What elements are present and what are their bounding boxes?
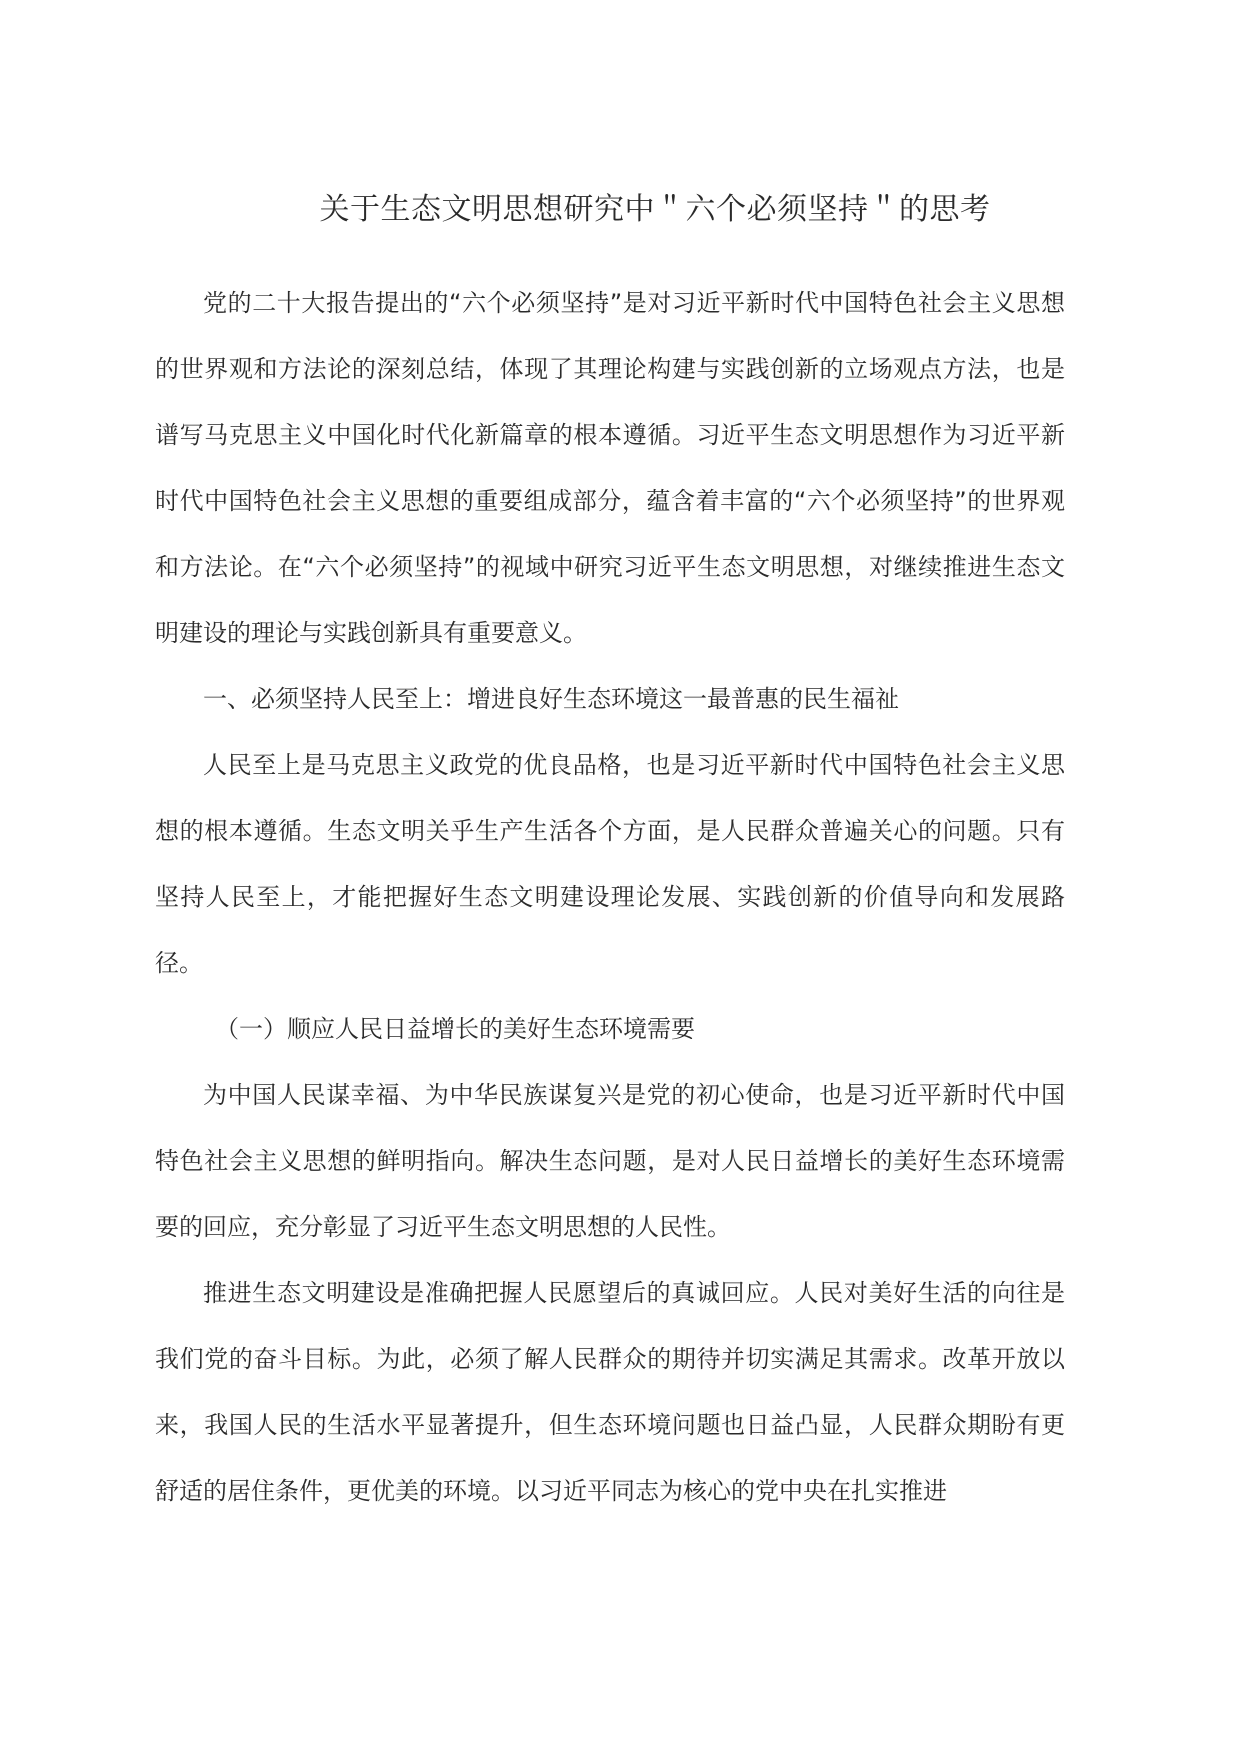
paragraph-section-1: 人民至上是马克思主义政党的优良品格，也是习近平新时代中国特色社会主义思想的根本遵循。生态文明关乎生产生活各个方面，是人民群众普遍关心的问题。只有坚持人民至上，才能把握好生态文明建设理论发展、实践创新的价值导向和发展路径。	[155, 751, 1065, 977]
subsection-heading-1: （一）顺应人民日益增长的美好生态环境需要	[215, 1015, 695, 1043]
section-heading-1: 一、必须坚持人民至上：增进良好生态环境这一最普惠的民生福祉	[203, 685, 899, 713]
paragraph-intro: 党的二十大报告提出的“六个必须坚持”是对习近平新时代中国特色社会主义思想的世界观和方法论的深刻总结，体现了其理论构建与实践创新的立场观点方法，也是谱写马克思主义中国化时代化新篇章的根本遵循。习近平生态文明思想作为习近平新时代中国特色社会主义思想的重要组成部分，蕴含着丰富的“六个必须坚持”的世界观和方法论。在“六个必须坚持”的视域中研究习近平生态文明思想，对继续推进生态文明建设的理论与实践创新具有重要意义。	[155, 289, 1065, 647]
document-body	[155, 270, 1065, 1524]
paragraph-subsection-1: 为中国人民谋幸福、为中华民族谋复兴是党的初心使命，也是习近平新时代中国特色社会主义思想的鲜明指向。解决生态问题，是对人民日益增长的美好生态环境需要的回应，充分彰显了习近平生态文明思想的人民性。	[155, 1081, 1065, 1241]
document-title: 关于生态文明思想研究中＂六个必须坚持＂的思考	[319, 192, 991, 227]
paragraph-subsection-2: 推进生态文明建设是准确把握人民愿望后的真诚回应。人民对美好生活的向往是我们党的奋斗目标。为此，必须了解人民群众的期待并切实满足其需求。改革开放以来，我国人民的生活水平显著提升，但生态环境问题也日益凸显，人民群众期盼有更舒适的居住条件，更优美的环境。以习近平同志为核心的党中央在扎实推进	[155, 1279, 1065, 1505]
